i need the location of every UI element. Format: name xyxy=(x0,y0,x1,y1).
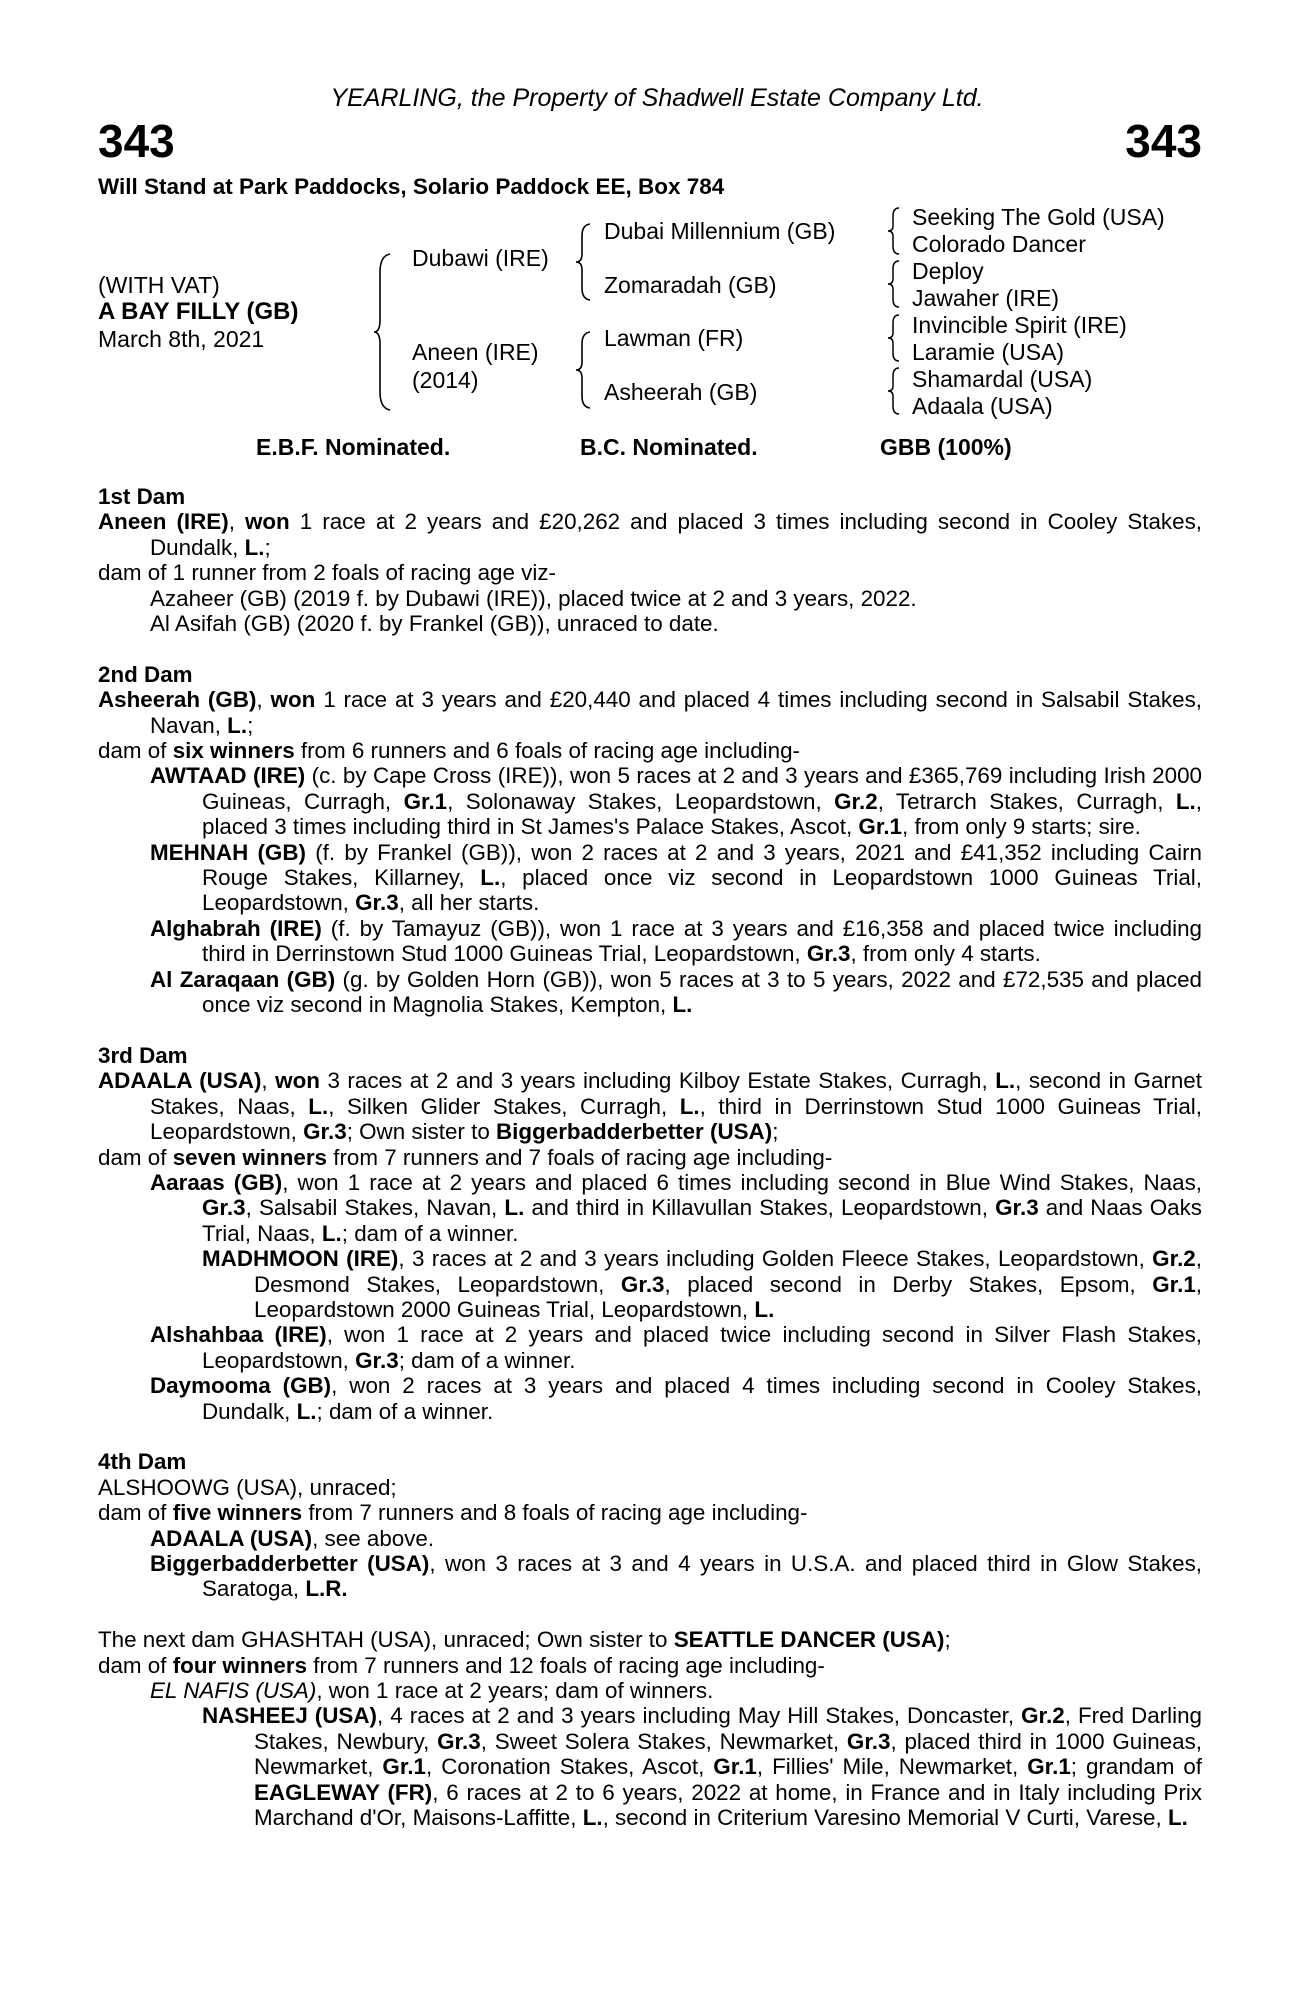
catalogue-body xyxy=(98,484,1202,1830)
second-dam-heading: 2nd Dam xyxy=(98,661,193,687)
dam-name: Aneen (IRE) xyxy=(412,339,539,365)
dam-sire: Lawman (FR) xyxy=(604,325,744,351)
gbb-rating: GBB (100%) xyxy=(880,434,1012,460)
sire-sire: Dubai Millennium (GB) xyxy=(604,218,836,244)
third-dam-entry: ADAALA (USA), won 3 races at 2 and 3 years including Kilboy Estate Stakes, Curragh, L., second in Garnet Stakes, Naas, L., Silken Glider Stakes, Curragh, L., third in Derrinstown Stud 1000 Guineas Trial, Leopardstown, Gr.3; Own sister to Biggerbadderbetter (USA); xyxy=(98,1068,1203,1145)
pedigree-brace-3d xyxy=(886,366,902,416)
ped-dss: Invincible Spirit (IRE) xyxy=(912,312,1127,338)
ped-dsd: Laramie (USA) xyxy=(912,339,1065,365)
fourth-dam-heading: 4th Dam xyxy=(98,1449,187,1475)
pedigree-brace-3a xyxy=(886,206,902,256)
produce-item-grandchild: MADHMOON (IRE), 3 races at 2 and 3 years including Golden Fleece Stakes, Leopardstown, Gr.2, Desmond Stakes, Leopardstown, Gr.3, placed second in Derby Stakes, Epsom, Gr.1, Leopardstown 2000 Guineas Trial, Leopardstown, L. xyxy=(202,1246,1203,1322)
first-dam-produce-line: dam of 1 runner from 2 foals of racing age viz- xyxy=(98,560,556,586)
produce-item: AWTAAD (IRE) (c. by Cape Cross (IRE)), won 5 races at 2 and 3 years and £365,769 including Irish 2000 Guineas, Curragh, Gr.1, Solonaway Stakes, Leopardstown, Gr.2, Tetrarch Stakes, Curragh, L., placed 3 times including third in St James's Palace Stakes, Ascot, Gr.1, from only 9 starts; sire. xyxy=(150,763,1202,840)
produce-item: Al Asifah (GB) (2020 f. by Frankel (GB)), unraced to date. xyxy=(150,611,719,637)
first-dam-entry: Aneen (IRE), won 1 race at 2 years and £20,262 and placed 3 times including second in Cooley Stakes, Dundalk, L.; xyxy=(98,509,1202,560)
fourth-dam-entry: ALSHOOWG (USA), unraced; xyxy=(98,1474,397,1500)
ped-sds: Deploy xyxy=(912,258,984,284)
produce-item: Alshahbaa (IRE), won 1 race at 2 years and placed twice including second in Silver Flash Stakes, Leopardstown, Gr.3; dam of a winner. xyxy=(150,1322,1202,1373)
pedigree-brace-main xyxy=(372,252,396,412)
ped-ssd: Colorado Dancer xyxy=(912,231,1086,257)
produce-item: Aaraas (GB), won 1 race at 2 years and placed 6 times including second in Blue Wind Stakes, Naas, Gr.3, Salsabil Stakes, Navan, L. and third in Killavullan Stakes, Leopardstown, Gr.3 and Naas Oaks Trial, Naas, L.; dam of a winner. xyxy=(150,1169,1202,1246)
page-subtitle: YEARLING, the Property of Shadwell Estate Company Ltd. xyxy=(330,84,984,112)
horse-name: A BAY FILLY (GB) xyxy=(98,298,299,325)
sire-name: Dubawi (IRE) xyxy=(412,245,549,271)
produce-item: EL NAFIS (USA), won 1 race at 2 years; dam of winners. xyxy=(150,1678,714,1704)
second-dam-produce-line: dam of six winners from 6 runners and 6 foals of racing age including- xyxy=(98,738,800,764)
dam-year: (2014) xyxy=(412,367,479,393)
next-dam-entry: The next dam GHASHTAH (USA), unraced; Own sister to SEATTLE DANCER (USA); xyxy=(98,1627,951,1653)
stand-location: Will Stand at Park Paddocks, Solario Paddock EE, Box 784 xyxy=(98,174,725,199)
produce-item-grandchild: NASHEEJ (USA), 4 races at 2 and 3 years including May Hill Stakes, Doncaster, Gr.2, Fred Darling Stakes, Newbury, Gr.3, Sweet Solera Stakes, Newmarket, Gr.3, placed third in 1000 Guineas, Newmarket, Gr.1, Coronation Stakes, Ascot, Gr.1, Fillies' Mile, Newmarket, Gr.1; grandam of EAGLEWAY (FR), 6 races at 2 to 6 years, 2022 at home, in France and in Italy including Prix Marchand d'Or, Maisons-Laffitte, L., second in Criterium Varesino Memorial V Curti, Varese, L. xyxy=(202,1703,1202,1831)
produce-item: Alghabrah (IRE) (f. by Tamayuz (GB)), won 1 race at 3 years and £16,358 and placed twice including third in Derrinstown Stud 1000 Guineas Trial, Leopardstown, Gr.3, from only 4 starts. xyxy=(150,915,1202,967)
next-dam-produce-line: dam of four winners from 7 runners and 12 foals of racing age including- xyxy=(98,1652,825,1678)
pedigree-brace-3c xyxy=(886,313,902,363)
first-dam-heading: 1st Dam xyxy=(98,484,186,509)
produce-item: MEHNAH (GB) (f. by Frankel (GB)), won 2 races at 2 and 3 years, 2021 and £41,352 including Cairn Rouge Stakes, Killarney, L., placed once viz second in Leopardstown 1000 Guineas Trial, Leopardstown, Gr.3, all her starts. xyxy=(150,839,1202,916)
fourth-dam-produce-line: dam of five winners from 7 runners and 8 foals of racing age including- xyxy=(98,1500,808,1526)
pedigree-brace-dam xyxy=(574,330,594,410)
second-dam-entry: Asheerah (GB), won 1 race at 3 years and £20,440 and placed 4 times including second in Salsabil Stakes, Navan, L.; xyxy=(98,687,1202,738)
pedigree-brace-sire xyxy=(574,222,594,302)
ped-ddd: Adaala (USA) xyxy=(912,393,1053,419)
third-dam-produce-line: dam of seven winners from 7 runners and 7 foals of racing age including- xyxy=(98,1144,833,1170)
ped-sdd: Jawaher (IRE) xyxy=(912,285,1059,311)
vat-note: (WITH VAT) xyxy=(98,272,220,298)
produce-item: Al Zaraqaan (GB) (g. by Golden Horn (GB)), won 5 races at 3 to 5 years, 2022 and £72,535 and placed once viz second in Magnolia Stakes, Kempton, L. xyxy=(150,966,1203,1018)
ebf-nomination: E.B.F. Nominated. xyxy=(256,434,451,460)
produce-item: Biggerbadderbetter (USA), won 3 races at 3 and 4 years in U.S.A. and placed third in Glow Stakes, Saratoga, L.R. xyxy=(150,1551,1202,1602)
sire-dam: Zomaradah (GB) xyxy=(604,272,777,298)
pedigree-brace-3b xyxy=(886,259,902,309)
produce-item: ADAALA (USA), see above. xyxy=(150,1525,435,1551)
dam-dam: Asheerah (GB) xyxy=(604,379,758,405)
lot-number-left: 343 xyxy=(98,115,175,167)
ped-dds: Shamardal (USA) xyxy=(912,366,1093,392)
lot-number-right: 343 xyxy=(1125,115,1202,167)
ped-sss: Seeking The Gold (USA) xyxy=(912,204,1165,230)
bc-nomination: B.C. Nominated. xyxy=(580,434,758,460)
third-dam-heading: 3rd Dam xyxy=(98,1042,188,1068)
produce-item: Daymooma (GB), won 2 races at 3 years and placed 4 times including second in Cooley Stakes, Dundalk, L.; dam of a winner. xyxy=(150,1373,1202,1424)
produce-item: Azaheer (GB) (2019 f. by Dubawi (IRE)), placed twice at 2 and 3 years, 2022. xyxy=(150,585,917,611)
horse-dob: March 8th, 2021 xyxy=(98,326,265,352)
